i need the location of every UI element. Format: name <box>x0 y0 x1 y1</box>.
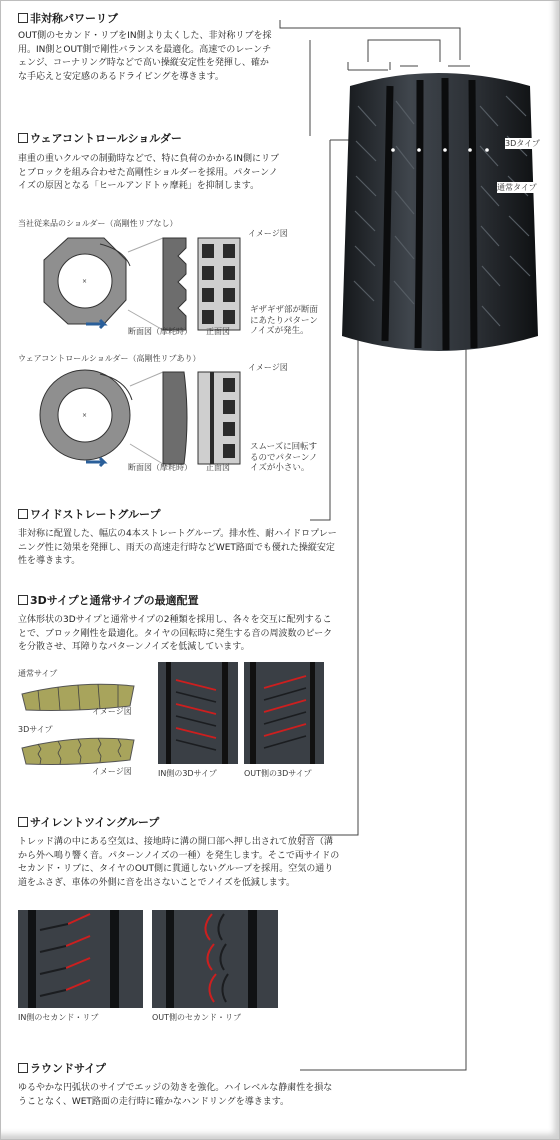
section-title-wear-control: ウェアコントロールショルダー <box>18 132 182 146</box>
shoulder-wearcontrol-heading: ウェアコントロールショルダー（高剛性リブあり） <box>18 354 201 363</box>
normal-sipe-label: 通常サイプ <box>18 669 58 678</box>
out-side-3d-sipe-caption: OUT側の3Dサイプ <box>244 769 312 778</box>
tire-tread-image <box>330 66 545 356</box>
checkbox-square-icon <box>18 509 28 519</box>
out-side-3d-sipe-photo <box>244 662 324 764</box>
section-body-silent-twin: トレッド溝の中にある空気は、接地時に溝の開口部へ押し出されて放射音（溝から外へ鳴り響く音。パターンノイズの一種）を発生します。そこで両サイドのセカンド・リブに、タイヤのOUT側に貫通しないグループを採用。空気の通り道をふさぎ、車体の外側に音を出さないことでノイズを低減します。 <box>18 837 340 888</box>
3d-sipe-image-label: イメージ図 <box>92 767 132 776</box>
checkbox-square-icon <box>18 13 28 23</box>
shoulder-wearcontrol-diagram <box>18 366 248 471</box>
in-side-second-rib-photo <box>18 910 143 1008</box>
section-title-wide-straight: ワイドストレートグループ <box>18 508 160 522</box>
wearcontrol-cross-section-caption: 断面図（摩耗時） <box>128 463 192 472</box>
section-body-3d-sipe: 立体形状の3Dサイプと通常サイプの2種類を採用し、各々を交互に配列することで、ブロック剛性を最適化。タイヤの回転時に発生する音の周波数のピークを分散させ、耳障りなパターンノイズを低減しています。 <box>18 615 333 652</box>
section-title-silent-twin: サイレントツイングループ <box>18 816 159 830</box>
conventional-cross-section-caption: 断面図（摩耗時） <box>128 327 192 336</box>
conventional-note: ギザギザ部が断面にあたりパターンノイズが発生。 <box>250 305 319 336</box>
in-side-3d-sipe-photo <box>158 662 238 764</box>
section-title-round-sipe: ラウンドサイプ <box>18 1062 106 1076</box>
label-normal-sipe: 通常タイプ <box>497 183 537 192</box>
in-side-second-rib-caption: IN側のセカンド・リブ <box>18 1013 99 1022</box>
wearcontrol-front-view-caption: 正面図 <box>206 463 230 472</box>
section-body-round-sipe: ゆるやかな円弧状のサイプでエッジの効きを強化。ハイレベルな静粛性を損なうことなく、WET路面の走行時に確かなハンドリングを導きます。 <box>18 1083 333 1107</box>
out-side-second-rib-photo <box>152 910 278 1008</box>
in-side-3d-sipe-caption: IN側の3Dサイプ <box>158 769 217 778</box>
label-3d-sipe: 3Dタイプ <box>505 139 540 148</box>
section-title-3d-sipe: 3Dサイプと通常サイプの最適配置 <box>18 594 199 608</box>
checkbox-square-icon <box>18 595 28 605</box>
out-side-second-rib-caption: OUT側のセカンド・リブ <box>152 1013 242 1022</box>
checkbox-square-icon <box>18 133 28 143</box>
conventional-image-label: イメージ図 <box>248 229 288 238</box>
section-body-wear-control: 車重の重いクルマの制動時などで、特に負荷のかかるIN側にリブとブロックを組み合わせた高剛性ショルダーを採用。パターンノイズの原因となる「ヒールアンドトゥ摩耗」を抑制します。 <box>18 154 279 191</box>
shoulder-conventional-heading: 当社従来品のショルダー（高剛性リブなし） <box>18 219 178 228</box>
3d-sipe-label: 3Dサイプ <box>18 725 53 734</box>
conventional-front-view-caption: 正面図 <box>206 327 230 336</box>
shoulder-conventional-diagram <box>18 232 248 337</box>
svg-text:×: × <box>82 278 88 285</box>
3d-sipe-illustration <box>18 734 138 766</box>
section-body-wide-straight: 非対称に配置した、幅広の4本ストレートグループ。排水性、耐ハイドロプレーニング性に効果を発揮し、雨天の高速走行時などWET路面でも優れた操縦安定性を導きます。 <box>18 529 337 566</box>
normal-sipe-image-label: イメージ図 <box>92 707 132 716</box>
wearcontrol-image-label: イメージ図 <box>248 363 288 372</box>
section-body-power-rib: OUT側のセカンド・リブをIN側より太くした、非対称リブを採用。IN側とOUT側で剛性バランスを最適化。高速でのレーンチェンジ、コーナリング時などで高い操縦安定性を発揮し、確かな手応えと安定感のあるドライビングを導きます。 <box>18 31 272 82</box>
svg-text:×: × <box>82 412 88 419</box>
checkbox-square-icon <box>18 817 28 827</box>
checkbox-square-icon <box>18 1063 28 1073</box>
wearcontrol-note: スムーズに回転するのでパターンノイズが小さい。 <box>250 442 318 473</box>
section-title-power-rib: 非対称パワーリブ <box>18 12 118 26</box>
